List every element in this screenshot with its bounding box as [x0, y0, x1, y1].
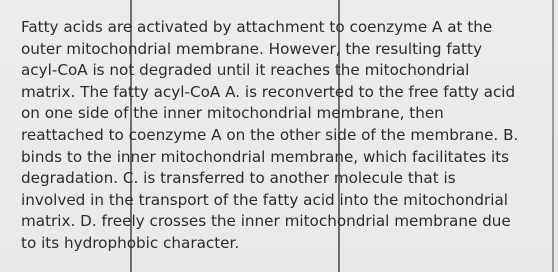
text-line: to its hydrophobic character. [21, 233, 240, 252]
text-line: matrix. The fatty acyl-CoA A. is reconverted to the free fatty acid [21, 82, 516, 101]
text-line: Fatty acids are activated by attachment to coenzyme A at the [21, 18, 493, 36]
text-line: matrix. D. freely crosses the inner mitochondrial membrane due [21, 212, 511, 231]
text-line: acyl-CoA is not degraded until it reaches the mitochondrial [21, 61, 470, 80]
text-line: degradation. C. is transferred to another molecule that is [21, 169, 456, 188]
text-line: reattached to coenzyme A on the other side of the membrane. B. [21, 125, 519, 144]
vertical-divider-line [552, 0, 554, 272]
text-line: on one side of the inner mitochondrial membrane, then [21, 104, 444, 123]
text-line: binds to the inner mitochondrial membrane, which facilitates its [21, 147, 510, 166]
text-line: involved in the transport of the fatty acid into the mitochondrial [21, 190, 508, 209]
question-text [21, 17, 551, 255]
text-line: outer mitochondrial membrane. However, the resulting fatty [21, 39, 482, 58]
